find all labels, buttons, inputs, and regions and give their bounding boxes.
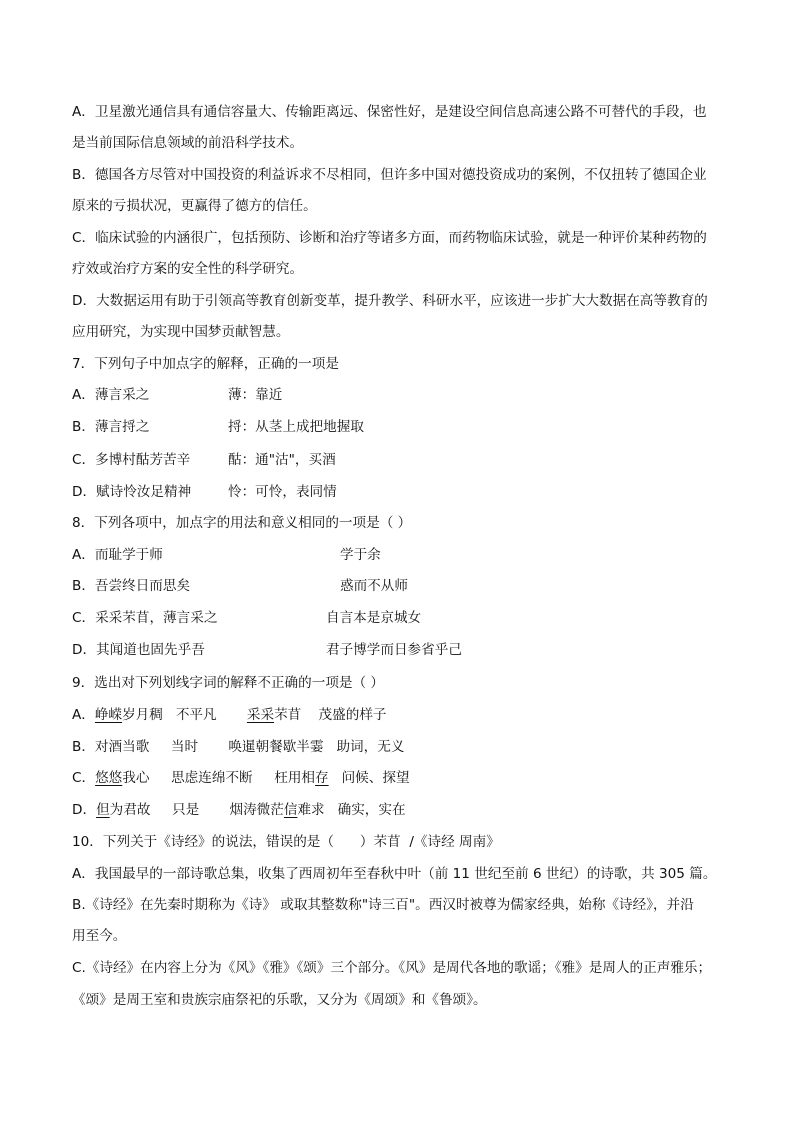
option-c-line-1: C．临床试验的内涵很广，包括预防、诊断和治疗等诸多方面，而药物临床试验，就是一种评价某种药物的 <box>72 230 707 246</box>
q9-option-d <box>72 800 406 820</box>
q8-option-d-right: 君子博学而日参省乎己 <box>326 642 462 658</box>
q9-option-c-text-2: 问候、探望 <box>328 770 410 786</box>
q7-option-d-right: 怜：可怜，表同情 <box>228 484 337 500</box>
question-7-stem: 7．下列句子中加点字的解释，正确的一项是 <box>72 356 339 372</box>
q9-option-a-text-1: 岁月稠 不平凡 <box>122 707 247 723</box>
q8-option-a-left: A．而耻学于师 <box>72 547 163 563</box>
q9-option-c-underline-2: 存 <box>315 770 329 786</box>
q9-option-a-label: A． <box>72 707 95 723</box>
q9-option-a-underline-2: 采采 <box>246 707 275 723</box>
q9-option-d-text-1: 为君故 只是 烟涛微茫 <box>109 802 284 818</box>
q7-option-b-left: B．薄言捋之 <box>72 419 150 435</box>
q9-option-c-underline-1: 悠悠 <box>95 770 123 786</box>
q10-option-b-line-1: B.《诗经》在先秦时期称为《诗》 或取其整数称"诗三百"。西汉时被尊为儒家经典，始称《诗经》，并沿 <box>72 897 694 913</box>
q9-option-a-text-2: 芣苜 茂盛的样子 <box>274 707 387 723</box>
q7-option-c-left: C．多博村酤芳苦辛 <box>72 452 191 468</box>
q7-option-b-right: 捋：从茎上成把地握取 <box>228 419 364 435</box>
q7-option-d <box>72 482 337 502</box>
question-8-stem: 8．下列各项中，加点字的用法和意义相同的一项是（ ） <box>72 515 412 531</box>
q10-option-c-line-2: 《颂》是周王室和贵族宗庙祭祀的乐歌，又分为《周颂》和《鲁颂》。 <box>72 992 487 1008</box>
option-b-line-2: 原来的亏损状况，更赢得了德方的信任。 <box>72 198 317 214</box>
q10-option-b-line-2: 用至今。 <box>72 928 127 944</box>
q7-option-a-right: 薄：靠近 <box>228 387 283 403</box>
q8-option-c-right: 自言本是京城女 <box>326 610 422 626</box>
q9-option-c-label: C． <box>72 770 96 786</box>
option-c-line-2: 疗效或治疗方案的安全性的科学研究。 <box>72 261 304 277</box>
option-a-line-1: A．卫星激光通信具有通信容量大、传输距离远、保密性好，是建设空间信息高速公路不可替代的手段，也 <box>72 104 707 120</box>
q9-option-a <box>72 705 387 725</box>
q10-option-a: A．我国最早的一部诗歌总集，收集了西周初年至春秋中叶（前 11 世纪至前 6 世纪）的诗歌，共 305 篇。 <box>72 866 717 882</box>
q8-option-d-left: D．其闻道也固先乎吾 <box>72 642 205 658</box>
q9-option-a-underline-1: 峥嵘 <box>94 707 123 723</box>
q9-option-b: B．对酒当歌 当时 唤暹朝餐歇半霎 助词，无义 <box>72 739 405 755</box>
q10-option-c-line-1: C.《诗经》在内容上分为《风》《雅》《颂》三个部分。《风》是周代各地的歌谣；《雅》是周人的正声雅乐； <box>72 960 712 976</box>
option-b-line-1: B．德国各方尽管对中国投资的利益诉求不尽相同，但许多中国对德投资成功的案例，不仅扭转了德国企业 <box>72 167 707 183</box>
q8-option-c-left: C．采采芣苜，薄言采之 <box>72 610 218 626</box>
q9-option-d-underline-1: 但 <box>96 802 110 818</box>
q8-option-a-right: 学于余 <box>340 547 381 563</box>
q7-option-c-right: 酤：通"沽"，买酒 <box>228 452 336 468</box>
q8-option-b-right: 惑而不从师 <box>340 578 408 594</box>
q8-option-a <box>72 545 381 565</box>
option-d-line-1: D．大数据运用有助于引领高等教育创新变革，提升教学、科研水平，应该进一步扩大大数据在高等教育的 <box>72 293 708 309</box>
q9-option-d-underline-2: 信 <box>283 802 298 818</box>
q9-option-c-text-1: 我心 思虑连绵不断 枉用相 <box>122 770 316 786</box>
question-9-stem: 9．选出对下列划线字词的解释不正确的一项是（ ） <box>72 675 385 691</box>
q7-option-d-left: D．赋诗怜汝足精神 <box>72 484 192 500</box>
q7-option-a-left: A．薄言采之 <box>72 387 150 403</box>
q7-option-c <box>72 450 336 470</box>
q8-option-c <box>72 608 422 628</box>
q9-option-d-label: D． <box>72 802 97 818</box>
question-10-stem: 10．下列关于《诗经》的说法，错误的是（ ）芣苜 /《诗经 周南》 <box>72 834 500 850</box>
q7-option-b <box>72 417 364 437</box>
q9-option-d-text-2: 难求 确实，实在 <box>297 802 406 818</box>
option-d-line-2: 应用研究，为实现中国梦贡献智慧。 <box>72 324 290 340</box>
q7-option-a <box>72 385 283 405</box>
q9-option-c <box>72 768 410 788</box>
option-a-line-2: 是当前国际信息领域的前沿科学技术。 <box>72 135 304 151</box>
q8-option-d <box>72 640 462 660</box>
q8-option-b-left: B．吾尝终日而思矣 <box>72 578 191 594</box>
q8-option-b <box>72 576 408 596</box>
